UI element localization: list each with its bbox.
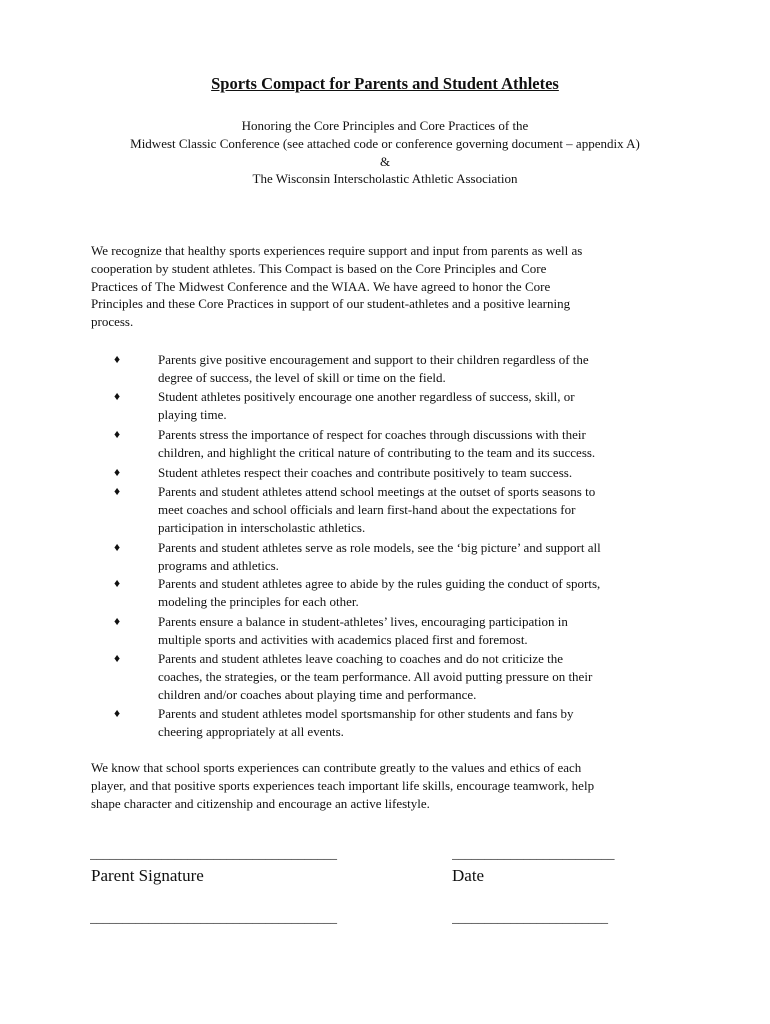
text-line: participation in interscholastic athletics. (158, 520, 366, 535)
text-line: Student athletes positively encourage one another regardless of success, skill, or (158, 389, 575, 404)
text-line: playing time. (158, 407, 227, 422)
text-line: meet coaches and school officials and learn first-hand about the expectations for (158, 502, 576, 517)
text-line: coaches, the strategies, or the team performance. All avoid putting pressure on their (158, 669, 593, 684)
parent-signature-label: Parent Signature (91, 866, 204, 885)
subtitle-line: The Wisconsin Interscholastic Athletic Association (252, 171, 518, 186)
text-line: children, and highlight the critical nature of contributing to the team and its success. (158, 445, 596, 460)
text-line: Parents and student athletes model sportsmanship for other students and fans by (158, 706, 574, 721)
diamond-bullet-icon: ♦ (114, 389, 121, 403)
text-line: cheering appropriately at all events. (158, 724, 344, 739)
text-line: Principles and these Core Practices in support of our student-athletes and a positive learning (91, 296, 571, 312)
text-line: degree of success, the level of skill or time on the field. (158, 370, 446, 385)
diamond-bullet-icon: ♦ (114, 352, 121, 366)
parent-signature-line[interactable]: ______________________________________ (90, 846, 337, 861)
subtitle-line: Midwest Classic Conference (see attached code or conference governing document – appendix A) (130, 136, 640, 151)
diamond-bullet-icon: ♦ (114, 576, 121, 590)
diamond-bullet-icon: ♦ (114, 484, 121, 498)
list-item (158, 351, 688, 387)
intro-paragraph (91, 242, 691, 331)
date-line[interactable]: _________________________ (452, 846, 615, 861)
text-line: Parents give positive encouragement and support to their children regardless of the (158, 352, 589, 367)
text-line: Parents stress the importance of respect for coaches through discussions with their (158, 427, 586, 442)
text-line: modeling the principles for each other. (158, 594, 359, 609)
subtitle-line: Honoring the Core Principles and Core Practices of the (241, 118, 529, 133)
text-line: Practices of The Midwest Conference and the WIAA. We have agreed to honor the Core (91, 278, 551, 294)
list-item (158, 575, 688, 611)
document-title: Sports Compact for Parents and Student Athletes (211, 74, 559, 93)
date-label: Date (452, 866, 485, 885)
second-signature-line[interactable]: ______________________________________ (90, 910, 337, 925)
list-item (158, 426, 688, 462)
text-line: Parents and student athletes serve as role models, see the ‘big picture’ and support all (158, 540, 601, 555)
diamond-bullet-icon: ♦ (114, 706, 121, 720)
list-item (158, 464, 688, 482)
list-item (158, 613, 688, 649)
list-item (158, 539, 688, 575)
closing-paragraph (91, 759, 691, 812)
diamond-bullet-icon: ♦ (114, 614, 121, 628)
list-item (158, 388, 688, 424)
text-line: Parents and student athletes agree to abide by the rules guiding the conduct of sports, (158, 576, 601, 591)
second-date-line[interactable]: ________________________ (452, 910, 608, 925)
text-line: shape character and citizenship and encourage an active lifestyle. (91, 795, 430, 811)
text-line: Parents and student athletes leave coaching to coaches and do not criticize the (158, 651, 564, 666)
diamond-bullet-icon: ♦ (114, 651, 121, 665)
text-line: Parents ensure a balance in student-athletes’ lives, encouraging participation in (158, 614, 568, 629)
text-line: children and/or coaches about playing time and performance. (158, 687, 477, 702)
diamond-bullet-icon: ♦ (114, 465, 121, 479)
text-line: Student athletes respect their coaches and contribute positively to team success. (158, 465, 573, 480)
text-line: We recognize that healthy sports experiences require support and input from parents as well as (91, 243, 583, 258)
diamond-bullet-icon: ♦ (114, 427, 121, 441)
text-line: programs and athletics. (158, 558, 279, 573)
list-item (158, 650, 688, 704)
diamond-bullet-icon: ♦ (114, 540, 121, 554)
text-line: player, and that positive sports experiences teach important life skills, encourage teamwork, help (91, 777, 595, 793)
text-line: We know that school sports experiences can contribute greatly to the values and ethics of each (91, 760, 582, 775)
text-line: Parents and student athletes attend school meetings at the outset of sports seasons to (158, 484, 596, 499)
list-item (158, 705, 688, 741)
text-line: cooperation by student athletes. This Compact is based on the Core Principles and Core (91, 260, 547, 276)
text-line: multiple sports and activities with academics placed first and foremost. (158, 632, 528, 647)
list-item (158, 483, 688, 537)
subtitle-line: & (379, 154, 391, 169)
text-line: process. (91, 314, 134, 330)
